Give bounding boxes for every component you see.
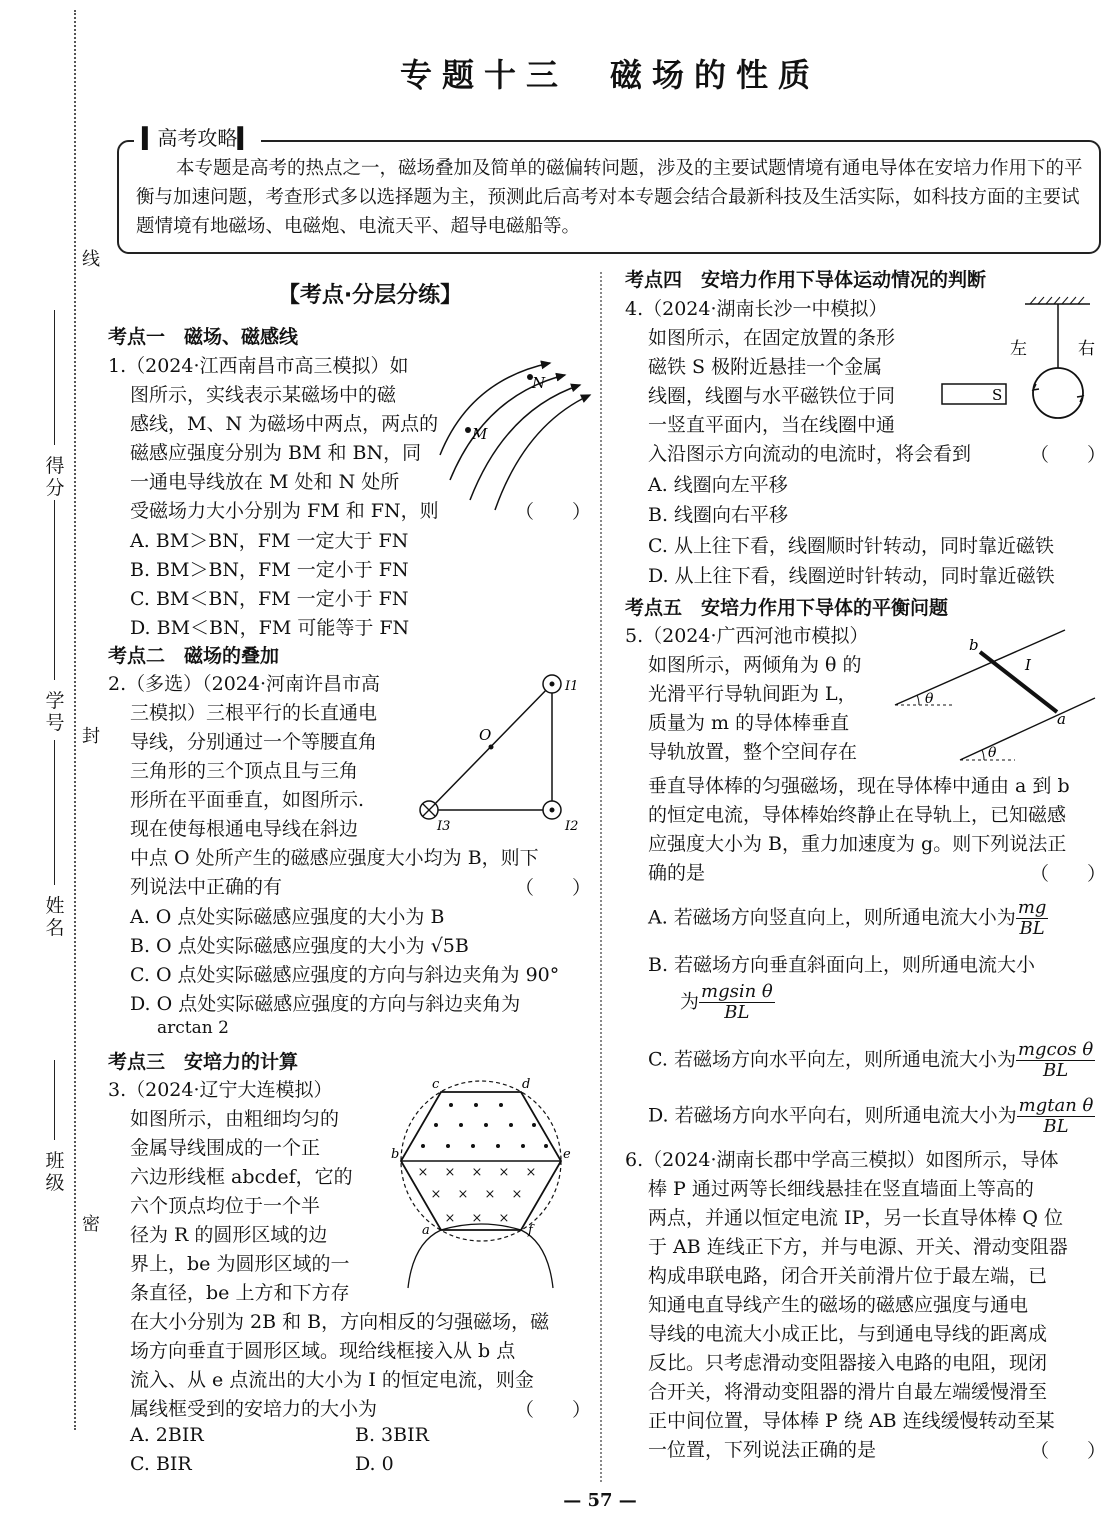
svg-text:×: ×	[444, 1165, 456, 1180]
column-divider	[600, 272, 602, 1482]
q3-line: 3.（2024·辽宁大连模拟）	[108, 1079, 333, 1101]
q3-line: 界上，be 为圆形区域的一	[130, 1253, 350, 1275]
q4-line: 入沿图示方向流动的电流时，将会看到	[648, 443, 972, 465]
q2-line: 导线，分别通过一个等腰直角	[130, 731, 378, 753]
q5-option-b-cont: 为 $\frac{\text{mgsin θ}}{BL}$	[680, 981, 773, 1023]
q5-label-theta-2: θ	[988, 745, 997, 761]
q3-label-b: b	[391, 1147, 400, 1162]
q2-line: 列说法中正确的有	[130, 876, 283, 898]
q4-label-right: 右	[1078, 339, 1095, 359]
q2-option: D. O 点处实际磁感应强度的方向与斜边夹角为	[130, 993, 521, 1015]
q2-label-i2: I2	[565, 819, 579, 834]
q5-line: 垂直导体棒的匀强磁场，现在导体棒中通由 a 到 b	[648, 775, 1070, 797]
q2-line: 三角形的三个顶点且与三角	[130, 760, 359, 782]
svg-text:×: ×	[498, 1165, 510, 1180]
q2-option: C. O 点处实际磁感应强度的方向与斜边夹角为 90°	[130, 964, 560, 986]
q1-line: 图所示，实线表示某磁场中的磁	[130, 384, 397, 406]
q1-line: 感线，M、N 为磁场中两点，两点的	[130, 413, 439, 435]
q3-label-e: e	[563, 1147, 571, 1162]
kp3-heading: 考点三 安培力的计算	[108, 1051, 299, 1073]
svg-text:×: ×	[498, 1211, 510, 1226]
q1-line: 磁感应强度分别为 BM 和 BN，同	[130, 442, 422, 464]
q5-incline-rails-figure	[885, 620, 1100, 770]
q3-option: D. 0	[355, 1453, 394, 1475]
q5-answer-paren: （ ）	[1030, 863, 1107, 885]
q1-option: B. BM＞BN，FM 一定小于 FN	[130, 559, 409, 581]
svg-text:×: ×	[525, 1165, 537, 1180]
q2-line: 三模拟）三根平行的长直通电	[130, 702, 378, 724]
q3-label-a: a	[422, 1223, 430, 1238]
q6-line: 两点，并通以恒定电流 IP，另一长直导体棒 Q 位	[648, 1207, 1063, 1229]
q3-line: 金属导线围成的一个正	[130, 1137, 321, 1159]
q2-line: 2.（多选）（2024·河南许昌市高	[108, 673, 381, 695]
q5-label-i: I	[1025, 656, 1031, 674]
q3-label-c: c	[432, 1077, 440, 1092]
q4-option: D. 从上往下看，线圈逆时针转动，同时靠近磁铁	[648, 565, 1055, 587]
q4-line: 4.（2024·湖南长沙一中模拟）	[625, 298, 888, 320]
q2-option: B. O 点处实际磁感应强度的大小为 √5B	[130, 935, 469, 957]
q4-label-s: S	[992, 386, 1003, 404]
q5-line: 质量为 m 的导体棒垂直	[648, 712, 850, 734]
svg-text:×: ×	[444, 1211, 456, 1226]
q3-line: 在大小分别为 2B 和 B，方向相反的匀强磁场，磁	[130, 1311, 550, 1333]
q3-label-f: f	[528, 1223, 533, 1238]
q1-field-lines-figure	[430, 355, 590, 515]
q3-label-d: d	[522, 1077, 531, 1092]
q6-line: 合开关，将滑动变阻器的滑片自最左端缓慢滑至	[648, 1381, 1048, 1403]
name-label: 姓名	[45, 895, 65, 939]
class-label: 班级	[45, 1150, 65, 1194]
q4-line: 如图所示，在固定放置的条形	[648, 327, 896, 349]
q2-triangle-figure	[415, 670, 590, 840]
mark-mi: 密	[82, 1214, 100, 1235]
strategy-heading: ▍高考攻略▍	[134, 122, 261, 151]
q3-option: A. 2BIR	[130, 1424, 204, 1446]
id-blank	[54, 500, 55, 680]
q2-line: 形所在平面垂直，如图所示.	[130, 789, 365, 811]
q1-option: A. BM＞BN，FM 一定大于 FN	[130, 530, 409, 552]
q3-line: 六个顶点均位于一个半	[130, 1195, 321, 1217]
q3-line: 六边形线框 abcdef，它的	[130, 1166, 353, 1188]
q2-label-i1: I1	[565, 679, 579, 694]
q1-label-m: M	[472, 425, 488, 443]
name-blank	[54, 740, 55, 885]
score-blank	[54, 310, 55, 445]
q3-option: C. BIR	[130, 1453, 192, 1475]
q2-line: 现在使每根通电导线在斜边	[130, 818, 359, 840]
q3-option: B. 3BIR	[355, 1424, 429, 1446]
q3-line: 径为 R 的圆形区域的边	[130, 1224, 328, 1246]
q5-line: 的恒定电流，导体棒始终静止在导轨上，已知磁感	[648, 804, 1067, 826]
page-title: 专题十三 磁场的性质	[399, 56, 820, 94]
q5-line: 确的是	[648, 862, 706, 884]
kp2-heading: 考点二 磁场的叠加	[108, 645, 280, 667]
q3-line: 如图所示，由粗细均匀的	[130, 1108, 340, 1130]
q6-line: 棒 P 通过两等长细线悬挂在竖直墙面上等高的	[648, 1178, 1034, 1200]
strategy-text: 本专题是高考的热点之一，磁场叠加及简单的磁偏转问题，涉及的主要试题情境有通电导体在安培力作用下的平衡与加速问题，考查形式多以选择题为主，预测此后高考对本专题会结合最新科技及生活实际，如科技方面的主要试题情境有地磁场、电磁炮、电流天平、超导电磁船等。	[136, 158, 1083, 237]
q2-option: A. O 点处实际磁感应强度的大小为 B	[130, 906, 445, 928]
q4-label-left: 左	[1010, 339, 1027, 359]
q3-line: 流入、从 e 点流出的大小为 I 的恒定电流，则金	[130, 1369, 534, 1391]
q6-line: 反比。只考虑滑动变阻器接入电路的电阻，现闭	[648, 1352, 1048, 1374]
q3-line: 条直径，be 上方和下方存	[130, 1282, 350, 1304]
q6-line: 正中间位置，导体棒 P 绕 AB 连线缓慢转动至某	[648, 1410, 1055, 1432]
q4-line: 线圈，线圈与水平磁铁位于同	[648, 385, 896, 407]
q4-option: C. 从上往下看，线圈顺时针转动，同时靠近磁铁	[648, 535, 1054, 557]
q6-line: 导线的电流大小成正比，与到通电导线的距离成	[648, 1323, 1048, 1345]
section-heading: 【考点·分层分练】	[277, 283, 463, 308]
q1-label-n: N	[532, 374, 546, 392]
q5-option-c: C. 若磁场方向水平向左，则所通电流大小为 $\frac{\text{mgcos θ}}{BL}$	[648, 1039, 1094, 1081]
q5-line: 如图所示，两倾角为 θ 的	[648, 654, 862, 676]
q2-answer-paren: （ ）	[515, 877, 592, 899]
q1-line: 受磁场力大小分别为 FM 和 FN，则	[130, 500, 439, 522]
q4-option: A. 线圈向左平移	[648, 474, 788, 496]
q5-option-b: B. 若磁场方向垂直斜面向上，则所通电流大小	[648, 954, 1036, 976]
kp1-heading: 考点一 磁场、磁感线	[108, 326, 299, 348]
q1-line: 1.（2024·江西南昌市高三模拟）如	[108, 355, 409, 377]
q5-line: 5.（2024·广西河池市模拟）	[625, 625, 869, 647]
class-blank	[54, 1060, 55, 1140]
q3-line: 场方向垂直于圆形区域。现给线框接入从 b 点	[130, 1340, 516, 1362]
q5-label-theta: θ	[925, 691, 934, 707]
q4-line: 一竖直平面内，当在线圈中通	[648, 414, 896, 436]
q5-line: 导轨放置，整个空间存在	[648, 741, 858, 763]
q3-answer-paren: （ ）	[515, 1399, 592, 1421]
q6-line: 构成串联电路，闭合开关前滑片位于最左端，已	[648, 1265, 1048, 1287]
q1-line: 一通电导线放在 M 处和 N 处所	[130, 471, 400, 493]
q3-hexagon-figure	[388, 1078, 578, 1293]
q4-line: 磁铁 S 极附近悬挂一个金属	[648, 356, 883, 378]
q2-option-cont: arctan 2	[157, 1018, 229, 1038]
binding-dotted-line	[74, 10, 76, 1430]
q1-option: D. BM＜BN，FM 可能等于 FN	[130, 617, 410, 639]
svg-text:×: ×	[471, 1165, 483, 1180]
q5-label-a: a	[1057, 710, 1066, 728]
q5-option-d: D. 若磁场方向水平向右，则所通电流大小为 $\frac{\text{mgtan θ}}{BL}$	[648, 1095, 1094, 1137]
q3-line: 属线框受到的安培力的大小为	[130, 1398, 378, 1420]
page-number: — 57 —	[563, 1490, 637, 1511]
q2-label-i3: I3	[437, 819, 451, 834]
kp4-heading: 考点四 安培力作用下导体运动情况的判断	[625, 269, 987, 291]
q6-answer-paren: （ ）	[1030, 1440, 1107, 1462]
q6-line: 6.（2024·湖南长郡中学高三模拟）如图所示，导体	[625, 1149, 1059, 1171]
kp5-heading: 考点五 安培力作用下导体的平衡问题	[625, 597, 949, 619]
svg-text:×: ×	[511, 1187, 523, 1202]
id-label: 学号	[45, 690, 65, 734]
svg-text:×: ×	[457, 1187, 469, 1202]
q6-line: 知通电直导线产生的磁场的磁感应强度与通电	[648, 1294, 1029, 1316]
q5-option-a: A. 若磁场方向竖直向上，则所通电流大小为 $\frac{mg}{BL}$	[648, 897, 1047, 939]
svg-text:×: ×	[471, 1211, 483, 1226]
q5-label-b: b	[969, 636, 979, 654]
q6-line: 于 AB 连线正下方，并与电源、开关、滑动变阻器	[648, 1236, 1068, 1258]
q4-magnet-coil-figure	[940, 296, 1100, 426]
q5-line: 光滑平行导轨间距为 L，	[648, 683, 857, 705]
q2-label-o: O	[479, 726, 492, 744]
mark-feng: 封	[82, 726, 100, 747]
svg-text:×: ×	[430, 1187, 442, 1202]
q4-answer-paren: （ ）	[1030, 444, 1107, 466]
q2-line: 中点 O 处所产生的磁感应强度大小均为 B，则下	[130, 847, 539, 869]
svg-text:×: ×	[484, 1187, 496, 1202]
mark-xian: 线	[82, 249, 100, 270]
q5-line: 应强度大小为 B，重力加速度为 g。则下列说法正	[648, 833, 1067, 855]
svg-text:×: ×	[417, 1165, 429, 1180]
q6-line: 一位置，下列说法正确的是	[648, 1439, 877, 1461]
q1-option: C. BM＜BN，FM 一定小于 FN	[130, 588, 409, 610]
score-label: 得分	[45, 455, 65, 499]
q1-answer-paren: （ ）	[515, 501, 592, 523]
q4-option: B. 线圈向右平移	[648, 504, 789, 526]
